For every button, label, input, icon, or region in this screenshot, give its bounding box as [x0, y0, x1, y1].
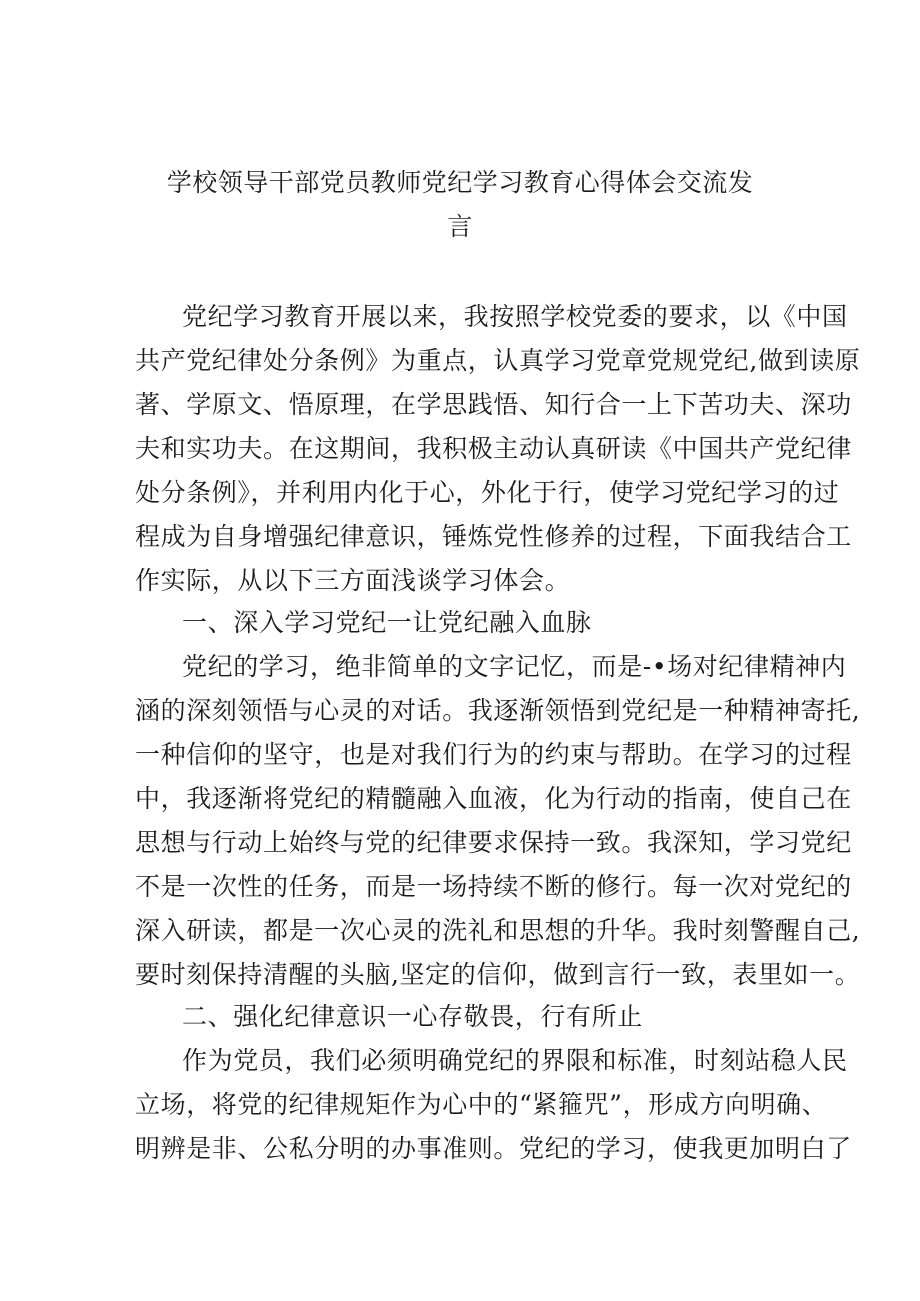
paragraph-1-line-3: 著、学原文、悟原理，在学思践悟、知行合一上下苦功夫、深功: [135, 390, 852, 419]
paragraph-2-line-1: 党纪的学习，绝非简单的文字记忆，而是-•场对纪律精神内: [182, 652, 847, 681]
paragraph-2-line-7: 深入研读，都是一次心灵的洗礼和思想的升华。我时刻警醒自己,: [135, 916, 861, 945]
paragraph-2-line-5: 思想与行动上始终与党的纪律要求保持一致。我深知，学习党纪: [135, 828, 852, 857]
document-title-line-1: 学校领导干部党员教师党纪学习教育心得体会交流发: [166, 168, 754, 197]
paragraph-1-line-1: 党纪学习教育开展以来，我按照学校党委的要求，以《中国: [182, 302, 848, 331]
document-title-line-2: 言: [447, 212, 473, 241]
paragraph-1-line-6: 程成为自身增强纪律意识，锤炼党性修养的过程，下面我结合工: [135, 522, 852, 551]
paragraph-2-line-3: 一种信仰的坚守，也是对我们行为的约束与帮助。在学习的过程: [135, 740, 852, 769]
section-1-heading: 一、深入学习党纪一让党纪融入血脉: [182, 608, 592, 637]
section-2-heading: 二、强化纪律意识一心存敬畏，行有所止: [182, 1002, 643, 1031]
paragraph-3-line-1: 作为党员，我们必须明确党纪的界限和标准，时刻站稳人民: [182, 1046, 848, 1075]
paragraph-1-line-2: 共产党纪律处分条例》为重点，认真学习党章党规党纪,做到读原: [135, 346, 861, 375]
paragraph-1-line-7: 作实际，从以下三方面浅谈学习体会。: [135, 566, 571, 595]
paragraph-3-line-2: 立场，将党的纪律规矩作为心中的“紧箍咒”，形成方向明确、: [135, 1090, 828, 1119]
paragraph-1-line-5: 处分条例》，并利用内化于心，外化于行，使学习党纪学习的过: [135, 478, 840, 507]
paragraph-2-line-6: 不是一次性的任务，而是一场持续不断的修行。每一次对党纪的: [135, 872, 852, 901]
paragraph-2-line-2: 涵的深刻领悟与心灵的对话。我逐渐领悟到党纪是一种精神寄托,: [135, 696, 861, 725]
paragraph-2-line-4: 中，我逐渐将党纪的精髓融入血液，化为行动的指南，使自己在: [135, 784, 852, 813]
paragraph-2-line-8: 要时刻保持清醒的头脑,坚定的信仰，做到言行一致，表里如一。: [135, 960, 861, 989]
paragraph-1-line-4: 夫和实功夫。在这期间，我积极主动认真研读《中国共产党纪律: [135, 434, 852, 463]
paragraph-3-line-3: 明辨是非、公私分明的办事准则。党纪的学习，使我更加明白了: [135, 1134, 852, 1163]
